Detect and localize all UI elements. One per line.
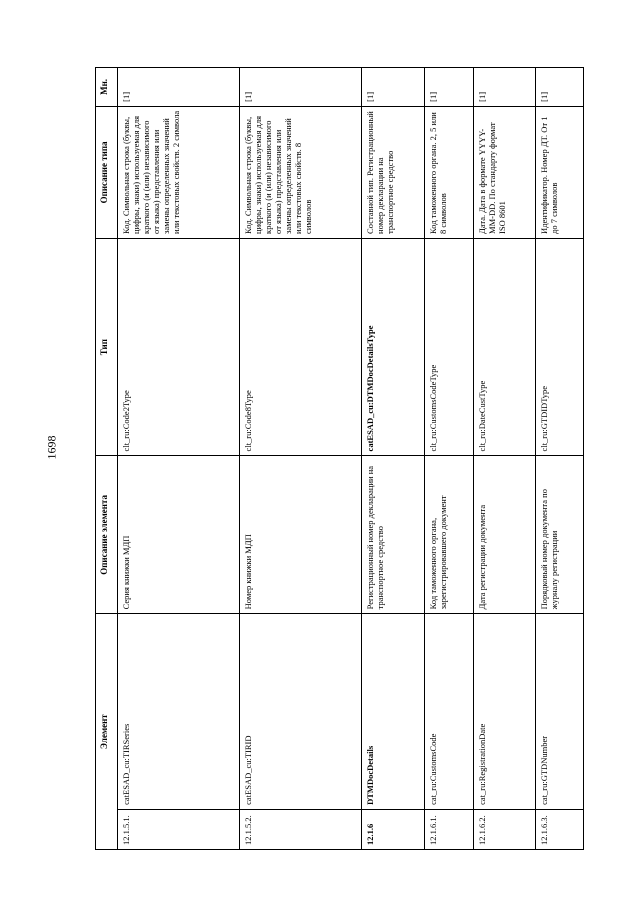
row-type-desc: Код. Символьная строка (буквы, цифры, знаки) используемая для краткого (и (или) независимого от языка) представления или замены определенных значений или текстовых свойств. 8 символов [240,106,362,238]
row-number: 12.1.6 [362,809,425,849]
row-element: catESAD_cu:TIRSeries [118,614,240,810]
table-row [118,68,240,850]
row-number: 12.1.6.3. [536,809,584,849]
header-mult: Мн. [96,68,118,107]
row-number: 12.1.5.1. [118,809,240,849]
header-element: Элемент [96,614,118,850]
row-element-desc: Дата регистрации документа [474,456,536,614]
row-type: catESAD_cu:DTMDocDetailsType [362,238,425,456]
header-type: Тип [96,238,118,456]
row-mult: [1] [240,68,362,107]
row-mult: [1] [118,68,240,107]
table-row [425,68,474,850]
table-row [474,68,536,850]
row-mult: [1] [362,68,425,107]
spec-table [95,67,584,850]
row-element-desc: Номер книжки МДП [240,456,362,614]
row-element: cat_ru:RegistrationDate [474,614,536,810]
row-type: clt_ru:Code2Type [118,238,240,456]
row-mult: [1] [536,68,584,107]
row-element: catESAD_cu:TIRID [240,614,362,810]
row-type-desc: Код. Символьная строка (буквы, цифры, знаки) используемая для краткого (и (или) независимого от языка) представления или замены определенных значений или текстовых свойств. 2 символа [118,106,240,238]
row-number: 12.1.6.2. [474,809,536,849]
row-number: 12.1.5.2. [240,809,362,849]
header-element-desc: Описание элемента [96,456,118,614]
header-type-desc: Описание типа [96,106,118,238]
row-element-desc: Регистрационный номер декларации на транспортное средство [362,456,425,614]
table-row [536,68,584,850]
row-element: DTMDocDetails [362,614,425,810]
row-element: cat_ru:GTDNumber [536,614,584,810]
row-number: 12.1.6.1. [425,809,474,849]
row-type-desc: Идентификатор. Номер ДТ. От 1 до 7 символов [536,106,584,238]
row-type: clt_ru:Code8Type [240,238,362,456]
row-type-desc: Код таможенного органа. 2, 5 или 8 символов [425,106,474,238]
row-type: clt_ru:DateCustType [474,238,536,456]
table-row [362,68,425,850]
rotated-table-block [95,67,583,850]
table-row [240,68,362,850]
row-type: clt_ru:GTDIDType [536,238,584,456]
row-type: clt_ru:CustomsCodeType [425,238,474,456]
table-header-row [96,68,118,850]
page-number: 1698 [44,435,59,460]
row-element: cat_ru:CustomsCode [425,614,474,810]
row-mult: [1] [425,68,474,107]
row-type-desc: Составной тип. Регистрационный номер декларации на транспортное средство [362,106,425,238]
row-type-desc: Дата. Дата в формате YYYY-MM-DD. По стандарту формат ISO 8601 [474,106,536,238]
row-mult: [1] [474,68,536,107]
row-element-desc: Серия книжки МДП [118,456,240,614]
row-element-desc: Порядковый номер документа по журналу регистрации [536,456,584,614]
row-element-desc: Код таможенного органа, зарегистрировавшего документ [425,456,474,614]
